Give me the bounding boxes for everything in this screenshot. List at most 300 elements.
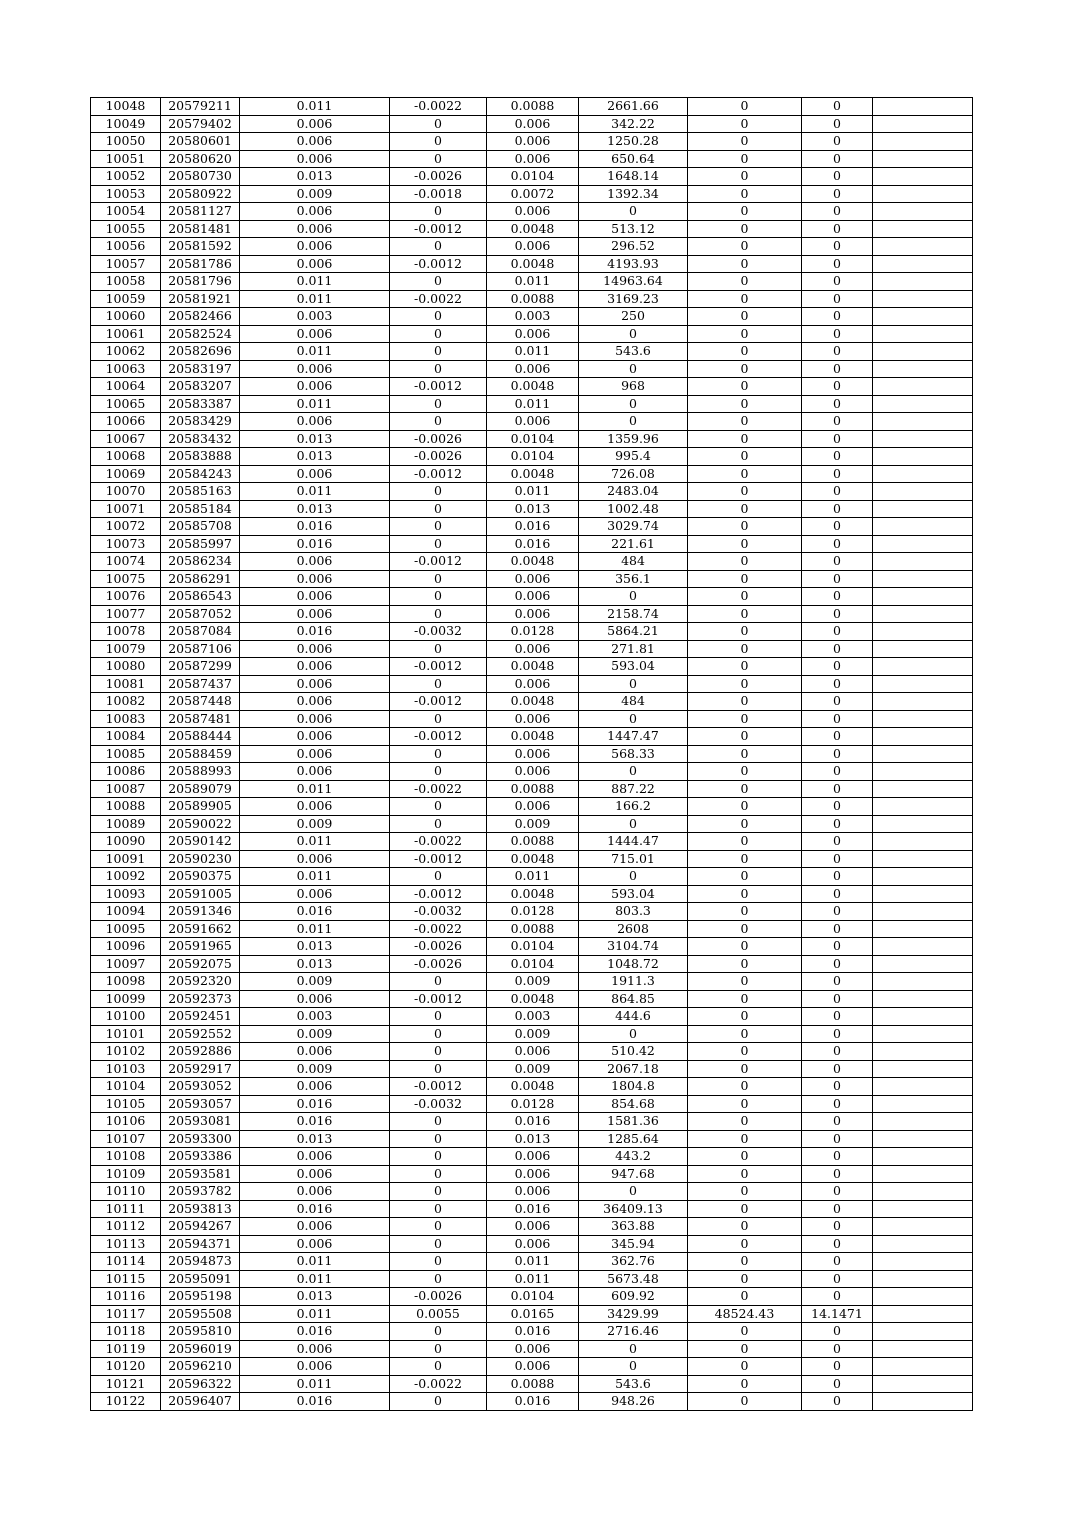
cell-adjustment: -0.0026 xyxy=(390,430,487,448)
cell-extra-amount: 0 xyxy=(688,588,802,606)
cell-extra-amount: 0 xyxy=(688,430,802,448)
table-row xyxy=(91,1270,973,1288)
cell-value-a: 0.009 xyxy=(240,973,390,991)
cell-amount: 1048.72 xyxy=(579,955,688,973)
cell-id: 10078 xyxy=(91,623,161,641)
cell-ratio: 0 xyxy=(802,675,873,693)
cell-value-a: 0.006 xyxy=(240,255,390,273)
cell-adjustment: -0.0026 xyxy=(390,1288,487,1306)
cell-id: 10049 xyxy=(91,115,161,133)
cell-blank xyxy=(873,378,973,396)
cell-extra-amount: 0 xyxy=(688,728,802,746)
cell-blank xyxy=(873,168,973,186)
cell-code: 20582696 xyxy=(161,343,240,361)
table-row xyxy=(91,955,973,973)
cell-amount: 1648.14 xyxy=(579,168,688,186)
cell-value-b: 0.0048 xyxy=(487,220,579,238)
cell-id: 10080 xyxy=(91,658,161,676)
cell-adjustment: 0 xyxy=(390,640,487,658)
cell-amount: 864.85 xyxy=(579,990,688,1008)
cell-id: 10064 xyxy=(91,378,161,396)
cell-amount: 3029.74 xyxy=(579,518,688,536)
cell-value-b: 0.016 xyxy=(487,1113,579,1131)
cell-value-a: 0.011 xyxy=(240,868,390,886)
cell-id: 10100 xyxy=(91,1008,161,1026)
table-row xyxy=(91,1218,973,1236)
cell-adjustment: 0 xyxy=(390,815,487,833)
table-row xyxy=(91,675,973,693)
cell-id: 10059 xyxy=(91,290,161,308)
cell-adjustment: 0 xyxy=(390,535,487,553)
cell-blank xyxy=(873,1270,973,1288)
cell-value-a: 0.013 xyxy=(240,500,390,518)
cell-adjustment: 0 xyxy=(390,500,487,518)
cell-id: 10056 xyxy=(91,238,161,256)
cell-value-b: 0.011 xyxy=(487,483,579,501)
cell-amount: 1911.3 xyxy=(579,973,688,991)
cell-value-b: 0.009 xyxy=(487,815,579,833)
cell-code: 20590375 xyxy=(161,868,240,886)
cell-ratio: 0 xyxy=(802,780,873,798)
cell-extra-amount: 0 xyxy=(688,343,802,361)
cell-code: 20579402 xyxy=(161,115,240,133)
cell-value-b: 0.006 xyxy=(487,1183,579,1201)
cell-id: 10089 xyxy=(91,815,161,833)
cell-adjustment: 0 xyxy=(390,150,487,168)
cell-value-a: 0.009 xyxy=(240,1060,390,1078)
cell-extra-amount: 0 xyxy=(688,658,802,676)
cell-adjustment: -0.0012 xyxy=(390,220,487,238)
cell-code: 20592373 xyxy=(161,990,240,1008)
table-row xyxy=(91,290,973,308)
cell-value-a: 0.011 xyxy=(240,780,390,798)
cell-extra-amount: 0 xyxy=(688,1375,802,1393)
table-row xyxy=(91,1130,973,1148)
cell-value-b: 0.016 xyxy=(487,1200,579,1218)
cell-extra-amount: 0 xyxy=(688,1270,802,1288)
cell-ratio: 0 xyxy=(802,1235,873,1253)
cell-code: 20587084 xyxy=(161,623,240,641)
cell-value-a: 0.006 xyxy=(240,1340,390,1358)
cell-extra-amount: 0 xyxy=(688,1218,802,1236)
cell-ratio: 0 xyxy=(802,1130,873,1148)
cell-value-a: 0.011 xyxy=(240,833,390,851)
cell-extra-amount: 0 xyxy=(688,623,802,641)
cell-blank xyxy=(873,360,973,378)
cell-extra-amount: 0 xyxy=(688,938,802,956)
cell-amount: 0 xyxy=(579,360,688,378)
cell-blank xyxy=(873,413,973,431)
cell-value-a: 0.016 xyxy=(240,1393,390,1411)
cell-code: 20580922 xyxy=(161,185,240,203)
cell-value-b: 0.0048 xyxy=(487,1078,579,1096)
cell-adjustment: -0.0012 xyxy=(390,850,487,868)
cell-amount: 484 xyxy=(579,553,688,571)
cell-code: 20592451 xyxy=(161,1008,240,1026)
cell-value-b: 0.0104 xyxy=(487,938,579,956)
cell-code: 20593386 xyxy=(161,1148,240,1166)
cell-code: 20583888 xyxy=(161,448,240,466)
cell-ratio: 14.1471 xyxy=(802,1305,873,1323)
cell-value-a: 0.006 xyxy=(240,203,390,221)
cell-ratio: 0 xyxy=(802,938,873,956)
cell-value-a: 0.013 xyxy=(240,1288,390,1306)
cell-ratio: 0 xyxy=(802,1095,873,1113)
cell-ratio: 0 xyxy=(802,710,873,728)
cell-amount: 650.64 xyxy=(579,150,688,168)
cell-value-a: 0.016 xyxy=(240,1095,390,1113)
cell-code: 20587481 xyxy=(161,710,240,728)
cell-code: 20591346 xyxy=(161,903,240,921)
cell-value-b: 0.016 xyxy=(487,1323,579,1341)
cell-value-a: 0.016 xyxy=(240,623,390,641)
cell-extra-amount: 0 xyxy=(688,1393,802,1411)
cell-value-b: 0.006 xyxy=(487,710,579,728)
cell-value-a: 0.006 xyxy=(240,238,390,256)
cell-adjustment: 0 xyxy=(390,1165,487,1183)
cell-extra-amount: 0 xyxy=(688,98,802,116)
cell-code: 20593813 xyxy=(161,1200,240,1218)
cell-blank xyxy=(873,1358,973,1376)
cell-adjustment: 0 xyxy=(390,868,487,886)
cell-value-a: 0.006 xyxy=(240,605,390,623)
table-row xyxy=(91,1113,973,1131)
cell-value-a: 0.006 xyxy=(240,413,390,431)
cell-adjustment: 0 xyxy=(390,675,487,693)
cell-ratio: 0 xyxy=(802,168,873,186)
cell-blank xyxy=(873,98,973,116)
cell-code: 20595198 xyxy=(161,1288,240,1306)
table-row xyxy=(91,833,973,851)
cell-extra-amount: 0 xyxy=(688,1025,802,1043)
cell-amount: 3429.99 xyxy=(579,1305,688,1323)
cell-value-a: 0.003 xyxy=(240,308,390,326)
cell-blank xyxy=(873,588,973,606)
cell-blank xyxy=(873,255,973,273)
cell-extra-amount: 0 xyxy=(688,1323,802,1341)
cell-amount: 947.68 xyxy=(579,1165,688,1183)
cell-value-a: 0.016 xyxy=(240,535,390,553)
cell-code: 20591965 xyxy=(161,938,240,956)
cell-amount: 0 xyxy=(579,675,688,693)
cell-blank xyxy=(873,763,973,781)
cell-extra-amount: 0 xyxy=(688,675,802,693)
cell-ratio: 0 xyxy=(802,973,873,991)
cell-blank xyxy=(873,1043,973,1061)
cell-blank xyxy=(873,1375,973,1393)
cell-value-b: 0.016 xyxy=(487,518,579,536)
cell-blank xyxy=(873,238,973,256)
cell-ratio: 0 xyxy=(802,1060,873,1078)
cell-value-b: 0.0165 xyxy=(487,1305,579,1323)
cell-value-a: 0.013 xyxy=(240,955,390,973)
cell-ratio: 0 xyxy=(802,115,873,133)
cell-value-a: 0.006 xyxy=(240,378,390,396)
cell-ratio: 0 xyxy=(802,290,873,308)
cell-ratio: 0 xyxy=(802,1340,873,1358)
table-row xyxy=(91,115,973,133)
cell-id: 10116 xyxy=(91,1288,161,1306)
cell-id: 10112 xyxy=(91,1218,161,1236)
cell-blank xyxy=(873,465,973,483)
cell-blank xyxy=(873,605,973,623)
cell-value-b: 0.006 xyxy=(487,1340,579,1358)
cell-value-b: 0.011 xyxy=(487,868,579,886)
cell-ratio: 0 xyxy=(802,815,873,833)
cell-id: 10076 xyxy=(91,588,161,606)
cell-adjustment: 0 xyxy=(390,483,487,501)
cell-value-b: 0.006 xyxy=(487,150,579,168)
cell-adjustment: 0 xyxy=(390,710,487,728)
cell-amount: 3169.23 xyxy=(579,290,688,308)
cell-amount: 593.04 xyxy=(579,658,688,676)
cell-extra-amount: 0 xyxy=(688,973,802,991)
table-row xyxy=(91,640,973,658)
cell-extra-amount: 0 xyxy=(688,1340,802,1358)
cell-code: 20591662 xyxy=(161,920,240,938)
cell-ratio: 0 xyxy=(802,623,873,641)
cell-blank xyxy=(873,710,973,728)
cell-blank xyxy=(873,693,973,711)
table-row xyxy=(91,518,973,536)
cell-value-a: 0.011 xyxy=(240,1305,390,1323)
table-body xyxy=(91,98,973,1411)
cell-code: 20591005 xyxy=(161,885,240,903)
cell-value-a: 0.011 xyxy=(240,343,390,361)
cell-id: 10066 xyxy=(91,413,161,431)
cell-id: 10095 xyxy=(91,920,161,938)
cell-extra-amount: 48524.43 xyxy=(688,1305,802,1323)
cell-value-a: 0.006 xyxy=(240,1078,390,1096)
cell-blank xyxy=(873,850,973,868)
cell-amount: 968 xyxy=(579,378,688,396)
cell-adjustment: 0 xyxy=(390,1323,487,1341)
cell-extra-amount: 0 xyxy=(688,255,802,273)
cell-ratio: 0 xyxy=(802,868,873,886)
cell-code: 20582466 xyxy=(161,308,240,326)
cell-amount: 0 xyxy=(579,1025,688,1043)
cell-value-b: 0.011 xyxy=(487,273,579,291)
cell-extra-amount: 0 xyxy=(688,360,802,378)
cell-blank xyxy=(873,535,973,553)
table-row xyxy=(91,658,973,676)
cell-blank xyxy=(873,938,973,956)
cell-extra-amount: 0 xyxy=(688,1095,802,1113)
cell-value-a: 0.006 xyxy=(240,1043,390,1061)
cell-value-b: 0.006 xyxy=(487,360,579,378)
cell-ratio: 0 xyxy=(802,920,873,938)
cell-value-b: 0.016 xyxy=(487,535,579,553)
cell-ratio: 0 xyxy=(802,273,873,291)
cell-blank xyxy=(873,675,973,693)
cell-extra-amount: 0 xyxy=(688,465,802,483)
cell-code: 20581592 xyxy=(161,238,240,256)
cell-value-a: 0.006 xyxy=(240,658,390,676)
cell-blank xyxy=(873,430,973,448)
cell-amount: 1285.64 xyxy=(579,1130,688,1148)
cell-value-b: 0.006 xyxy=(487,1165,579,1183)
cell-adjustment: 0 xyxy=(390,1358,487,1376)
cell-ratio: 0 xyxy=(802,1025,873,1043)
cell-code: 20580730 xyxy=(161,168,240,186)
cell-code: 20592075 xyxy=(161,955,240,973)
cell-code: 20582524 xyxy=(161,325,240,343)
cell-ratio: 0 xyxy=(802,535,873,553)
cell-extra-amount: 0 xyxy=(688,920,802,938)
cell-adjustment: -0.0012 xyxy=(390,693,487,711)
cell-adjustment: 0 xyxy=(390,1130,487,1148)
cell-value-b: 0.006 xyxy=(487,1043,579,1061)
cell-ratio: 0 xyxy=(802,185,873,203)
table-row xyxy=(91,553,973,571)
table-row xyxy=(91,1165,973,1183)
cell-value-a: 0.016 xyxy=(240,1200,390,1218)
cell-ratio: 0 xyxy=(802,833,873,851)
cell-id: 10117 xyxy=(91,1305,161,1323)
cell-adjustment: 0 xyxy=(390,360,487,378)
cell-ratio: 0 xyxy=(802,990,873,1008)
cell-blank xyxy=(873,448,973,466)
cell-amount: 1581.36 xyxy=(579,1113,688,1131)
cell-value-b: 0.009 xyxy=(487,1025,579,1043)
cell-blank xyxy=(873,500,973,518)
cell-blank xyxy=(873,868,973,886)
cell-code: 20587106 xyxy=(161,640,240,658)
cell-code: 20585997 xyxy=(161,535,240,553)
cell-amount: 0 xyxy=(579,763,688,781)
cell-id: 10068 xyxy=(91,448,161,466)
table-row xyxy=(91,535,973,553)
cell-value-a: 0.006 xyxy=(240,763,390,781)
table-row xyxy=(91,920,973,938)
cell-value-b: 0.013 xyxy=(487,1130,579,1148)
cell-blank xyxy=(873,1130,973,1148)
cell-value-b: 0.011 xyxy=(487,395,579,413)
cell-value-b: 0.009 xyxy=(487,1060,579,1078)
cell-value-a: 0.006 xyxy=(240,588,390,606)
cell-code: 20593581 xyxy=(161,1165,240,1183)
cell-code: 20585184 xyxy=(161,500,240,518)
cell-amount: 0 xyxy=(579,1358,688,1376)
cell-id: 10088 xyxy=(91,798,161,816)
cell-ratio: 0 xyxy=(802,343,873,361)
cell-adjustment: -0.0022 xyxy=(390,290,487,308)
cell-value-b: 0.0088 xyxy=(487,833,579,851)
cell-adjustment: -0.0022 xyxy=(390,1375,487,1393)
cell-adjustment: -0.0026 xyxy=(390,168,487,186)
table-row xyxy=(91,623,973,641)
cell-blank xyxy=(873,1305,973,1323)
cell-adjustment: -0.0012 xyxy=(390,553,487,571)
cell-code: 20583432 xyxy=(161,430,240,448)
cell-ratio: 0 xyxy=(802,885,873,903)
cell-blank xyxy=(873,1095,973,1113)
cell-value-b: 0.0128 xyxy=(487,1095,579,1113)
cell-blank xyxy=(873,553,973,571)
cell-amount: 2158.74 xyxy=(579,605,688,623)
cell-value-a: 0.006 xyxy=(240,360,390,378)
cell-blank xyxy=(873,798,973,816)
cell-blank xyxy=(873,1323,973,1341)
cell-amount: 715.01 xyxy=(579,850,688,868)
cell-adjustment: -0.0012 xyxy=(390,728,487,746)
cell-adjustment: 0 xyxy=(390,1253,487,1271)
cell-value-a: 0.011 xyxy=(240,98,390,116)
cell-value-a: 0.006 xyxy=(240,745,390,763)
cell-value-b: 0.0088 xyxy=(487,780,579,798)
cell-amount: 0 xyxy=(579,203,688,221)
cell-code: 20581921 xyxy=(161,290,240,308)
cell-value-a: 0.011 xyxy=(240,290,390,308)
cell-value-a: 0.013 xyxy=(240,1130,390,1148)
cell-amount: 2067.18 xyxy=(579,1060,688,1078)
cell-ratio: 0 xyxy=(802,1113,873,1131)
cell-amount: 593.04 xyxy=(579,885,688,903)
cell-blank xyxy=(873,973,973,991)
cell-ratio: 0 xyxy=(802,605,873,623)
cell-adjustment: 0 xyxy=(390,1393,487,1411)
cell-value-b: 0.006 xyxy=(487,115,579,133)
cell-value-b: 0.006 xyxy=(487,413,579,431)
table-row xyxy=(91,360,973,378)
cell-ratio: 0 xyxy=(802,1270,873,1288)
cell-amount: 14963.64 xyxy=(579,273,688,291)
cell-value-b: 0.006 xyxy=(487,133,579,151)
cell-value-a: 0.006 xyxy=(240,465,390,483)
cell-adjustment: 0 xyxy=(390,570,487,588)
cell-id: 10058 xyxy=(91,273,161,291)
cell-amount: 3104.74 xyxy=(579,938,688,956)
cell-amount: 444.6 xyxy=(579,1008,688,1026)
cell-code: 20586543 xyxy=(161,588,240,606)
cell-adjustment: 0 xyxy=(390,115,487,133)
cell-id: 10070 xyxy=(91,483,161,501)
cell-code: 20590022 xyxy=(161,815,240,833)
cell-adjustment: -0.0032 xyxy=(390,1095,487,1113)
table-row xyxy=(91,973,973,991)
cell-extra-amount: 0 xyxy=(688,1148,802,1166)
cell-id: 10055 xyxy=(91,220,161,238)
cell-code: 20594371 xyxy=(161,1235,240,1253)
cell-amount: 1250.28 xyxy=(579,133,688,151)
cell-value-b: 0.0048 xyxy=(487,255,579,273)
cell-value-a: 0.013 xyxy=(240,430,390,448)
cell-blank xyxy=(873,1025,973,1043)
cell-value-b: 0.0048 xyxy=(487,693,579,711)
cell-blank xyxy=(873,203,973,221)
cell-value-a: 0.006 xyxy=(240,115,390,133)
cell-code: 20593782 xyxy=(161,1183,240,1201)
table-row xyxy=(91,1358,973,1376)
cell-id: 10118 xyxy=(91,1323,161,1341)
table-row xyxy=(91,693,973,711)
table-row xyxy=(91,203,973,221)
cell-id: 10090 xyxy=(91,833,161,851)
table-row xyxy=(91,1305,973,1323)
cell-blank xyxy=(873,290,973,308)
table-row xyxy=(91,850,973,868)
cell-value-b: 0.003 xyxy=(487,308,579,326)
table-row xyxy=(91,1200,973,1218)
cell-value-a: 0.011 xyxy=(240,1270,390,1288)
cell-amount: 250 xyxy=(579,308,688,326)
cell-code: 20592320 xyxy=(161,973,240,991)
cell-ratio: 0 xyxy=(802,798,873,816)
cell-blank xyxy=(873,1078,973,1096)
cell-id: 10077 xyxy=(91,605,161,623)
cell-amount: 1002.48 xyxy=(579,500,688,518)
cell-adjustment: 0 xyxy=(390,1183,487,1201)
